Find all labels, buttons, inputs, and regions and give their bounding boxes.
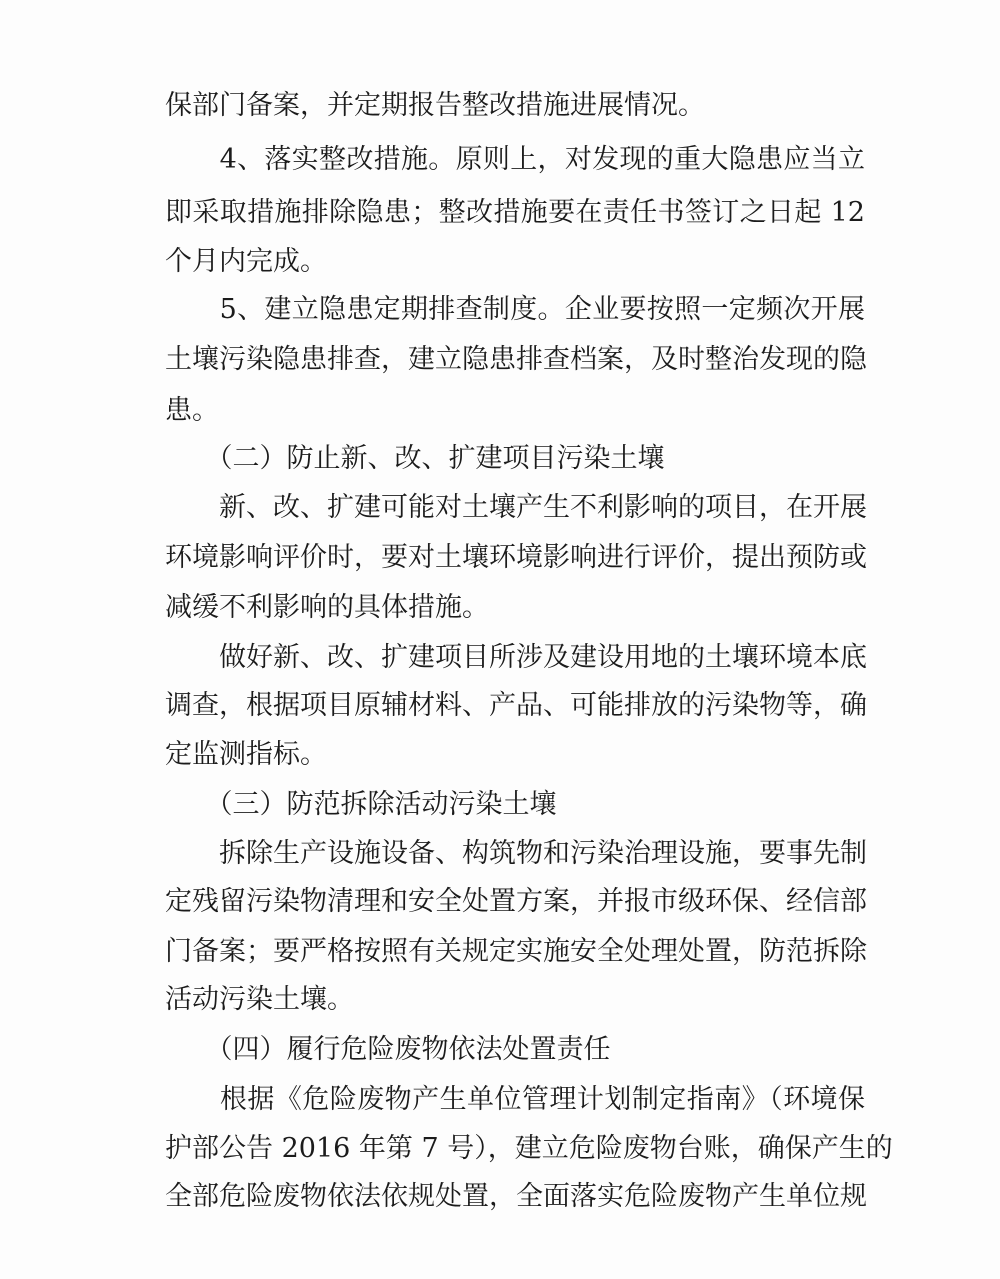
section-heading: （二）防止新、改、扩建项目污染土壤 [165, 443, 665, 474]
text-line: 全部危险废物依法依规处置，全面落实危险废物产生单位规 [165, 1181, 867, 1212]
text-line: 根据《危险废物产生单位管理计划制定指南》（环境保 [165, 1084, 865, 1115]
text-line: 护部公告 2016 年第 7 号），建立危险废物台账，确保产生的 [165, 1133, 893, 1164]
text-line: 调查，根据项目原辅材料、产品、可能排放的污染物等，确 [165, 690, 867, 721]
text-line: 新、改、扩建可能对土壤产生不利影响的项目，在开展 [165, 492, 867, 523]
text-line: 保部门备案，并定期报告整改措施进展情况。 [165, 90, 705, 121]
text-line: 即采取措施排除隐患；整改措施要在责任书签订之日起 12 [165, 197, 865, 228]
text-line: 减缓不利影响的具体措施。 [165, 592, 489, 623]
text-line: 4、落实整改措施。原则上，对发现的重大隐患应当立 [165, 144, 865, 175]
text-line: 5、建立隐患定期排查制度。企业要按照一定频次开展 [165, 294, 865, 325]
section-heading: （四）履行危险废物依法处置责任 [165, 1034, 611, 1065]
text-line: 做好新、改、扩建项目所涉及建设用地的土壤环境本底 [165, 642, 867, 673]
text-line: 活动污染土壤。 [165, 984, 354, 1015]
text-line: 个月内完成。 [165, 246, 327, 277]
text-line: 门备案；要严格按照有关规定实施安全处理处置，防范拆除 [165, 936, 867, 967]
text-line: 土壤污染隐患排查，建立隐患排查档案，及时整治发现的隐 [165, 344, 867, 375]
text-line: 定残留污染物清理和安全处置方案，并报市级环保、经信部 [165, 886, 867, 917]
text-line: 拆除生产设施设备、构筑物和污染治理设施，要事先制 [165, 838, 867, 869]
text-line: 患。 [165, 395, 219, 426]
text-line: 定监测指标。 [165, 739, 327, 770]
section-heading: （三）防范拆除活动污染土壤 [165, 789, 557, 820]
text-line: 环境影响评价时，要对土壤环境影响进行评价，提出预防或 [165, 542, 867, 573]
